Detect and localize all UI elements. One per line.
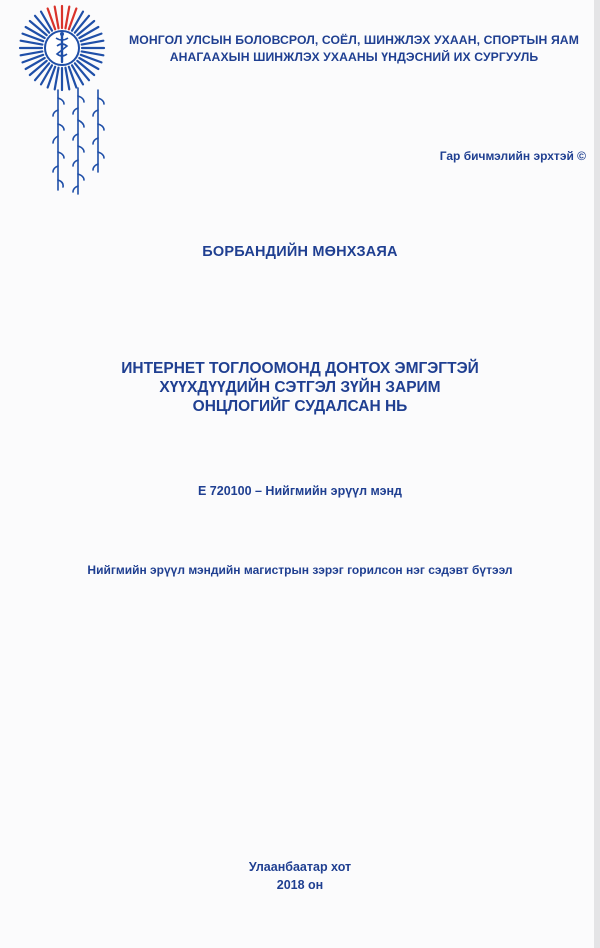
city: Улаанбаатар хот xyxy=(248,860,352,874)
specialty-code: Е 720100 – Нийгмийн эрүүл мэнд xyxy=(198,484,402,498)
copyright-notice: Гар бичмэлийн эрхтэй © xyxy=(439,149,586,163)
author-name: БОРБАНДИЙН МӨНХЗАЯА xyxy=(202,244,398,260)
ministry-line-1: МОНГОЛ УЛСЫН БОЛОВСРОЛ, СОЁЛ, ШИНЖЛЭХ УХААН, СПОРТЫН ЯАМ xyxy=(129,33,579,47)
year: 2018 он xyxy=(276,878,324,892)
page-edge xyxy=(594,0,600,948)
thesis-title xyxy=(0,359,600,416)
thesis-title-line-3: ОНЦЛОГИЙГ СУДАЛСАН НЬ xyxy=(192,398,408,415)
thesis-title-line-1: ИНТЕРНЕТ ТОГЛООМОНД ДОНТОХ ЭМГЭГТЭЙ xyxy=(121,360,479,377)
degree-description: Нийгмийн эрүүл мэндийн магистрын зэрэг горилсон нэг сэдэвт бүтээл xyxy=(87,563,513,577)
university-logo-icon xyxy=(18,4,106,92)
ministry-heading xyxy=(120,32,588,66)
place-and-year xyxy=(0,858,600,894)
ministry-line-2: АНАГААХЫН ШИНЖЛЭХ УХААНЫ ҮНДЭСНИЙ ИХ СУРГУУЛЬ xyxy=(169,50,539,64)
mongolian-script-graphic xyxy=(48,86,108,196)
thesis-title-line-2: ХҮҮХДҮҮДИЙН СЭТГЭЛ ЗҮЙН ЗАРИМ xyxy=(159,379,441,396)
